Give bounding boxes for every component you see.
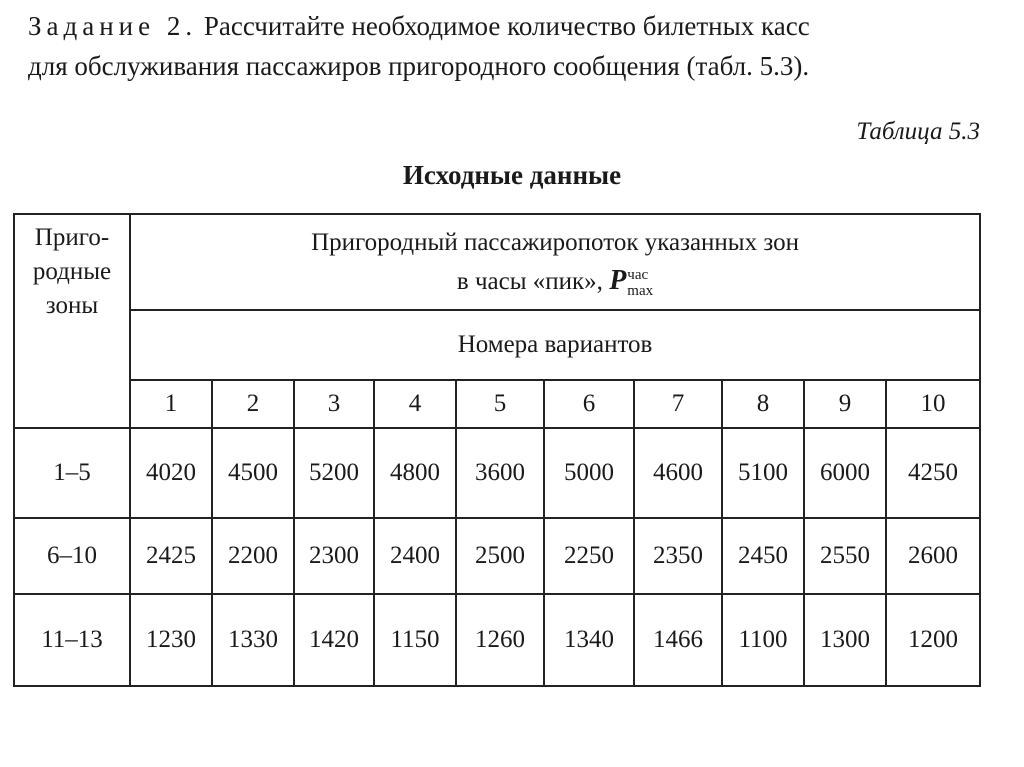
task-text-line1: Рассчитайте необходимое количество билетных касс bbox=[203, 11, 810, 41]
value-cell: 4800 bbox=[374, 428, 456, 518]
value-cell: 1150 bbox=[374, 594, 456, 686]
value-cell: 6000 bbox=[804, 428, 886, 518]
variant-number: 6 bbox=[544, 380, 634, 428]
value-cell: 1230 bbox=[130, 594, 212, 686]
source-data-table bbox=[13, 213, 981, 687]
zone-label: 1–5 bbox=[14, 428, 130, 518]
value-cell: 2550 bbox=[804, 518, 886, 594]
flow-symbol-indices bbox=[627, 267, 653, 299]
value-cell: 3600 bbox=[456, 428, 544, 518]
value-cell: 2250 bbox=[544, 518, 634, 594]
value-cell: 1420 bbox=[294, 594, 374, 686]
value-cell: 2425 bbox=[130, 518, 212, 594]
value-cell: 2350 bbox=[634, 518, 722, 594]
value-cell: 4600 bbox=[634, 428, 722, 518]
value-cell: 5100 bbox=[722, 428, 804, 518]
value-cell: 4500 bbox=[212, 428, 294, 518]
table-row bbox=[14, 428, 980, 518]
value-cell: 1340 bbox=[544, 594, 634, 686]
variants-row bbox=[14, 380, 980, 428]
table-row bbox=[14, 518, 980, 594]
zones-header-line: зоны bbox=[45, 292, 99, 319]
flow-header-line1: Пригородный пассажиропоток указанных зон bbox=[311, 228, 799, 256]
zones-header-cell bbox=[14, 214, 130, 428]
value-cell: 1100 bbox=[722, 594, 804, 686]
variant-number: 7 bbox=[634, 380, 722, 428]
flow-symbol-sub: max bbox=[627, 282, 654, 299]
value-cell: 5200 bbox=[294, 428, 374, 518]
value-cell: 2400 bbox=[374, 518, 456, 594]
zones-header-line: родные bbox=[32, 258, 112, 285]
variant-number: 1 bbox=[130, 380, 212, 428]
zones-header-line: Приго- bbox=[34, 224, 110, 251]
value-cell: 4020 bbox=[130, 428, 212, 518]
task-text-line2: для обслуживания пассажиров пригородного сообщения (табл. 5.3). bbox=[28, 51, 810, 81]
table-heading: Исходные данные bbox=[402, 160, 622, 190]
value-cell: 1330 bbox=[212, 594, 294, 686]
flow-header-line2: в часы «пик», bbox=[456, 267, 603, 295]
value-cell: 1466 bbox=[634, 594, 722, 686]
zone-label: 6–10 bbox=[14, 518, 130, 594]
variant-number: 2 bbox=[212, 380, 294, 428]
variant-number: 9 bbox=[804, 380, 886, 428]
value-cell: 5000 bbox=[544, 428, 634, 518]
value-cell: 1300 bbox=[804, 594, 886, 686]
variants-header-cell: Номера вариантов bbox=[130, 310, 980, 380]
flow-header-cell bbox=[130, 214, 980, 310]
variant-number: 4 bbox=[374, 380, 456, 428]
value-cell: 2200 bbox=[212, 518, 294, 594]
value-cell: 2600 bbox=[886, 518, 980, 594]
table-caption: Таблица 5.3 bbox=[856, 118, 980, 145]
value-cell: 4250 bbox=[886, 428, 980, 518]
table-row bbox=[14, 594, 980, 686]
task-statement bbox=[28, 6, 1008, 86]
value-cell: 2300 bbox=[294, 518, 374, 594]
flow-symbol-sup: час bbox=[627, 266, 649, 283]
value-cell: 2450 bbox=[722, 518, 804, 594]
variant-number: 5 bbox=[456, 380, 544, 428]
variant-number: 3 bbox=[294, 380, 374, 428]
task-label: Задание 2. bbox=[28, 11, 198, 41]
flow-symbol: P bbox=[609, 264, 627, 296]
variant-number: 10 bbox=[886, 380, 980, 428]
value-cell: 2500 bbox=[456, 518, 544, 594]
variant-number: 8 bbox=[722, 380, 804, 428]
zone-label: 11–13 bbox=[14, 594, 130, 686]
value-cell: 1200 bbox=[886, 594, 980, 686]
value-cell: 1260 bbox=[456, 594, 544, 686]
